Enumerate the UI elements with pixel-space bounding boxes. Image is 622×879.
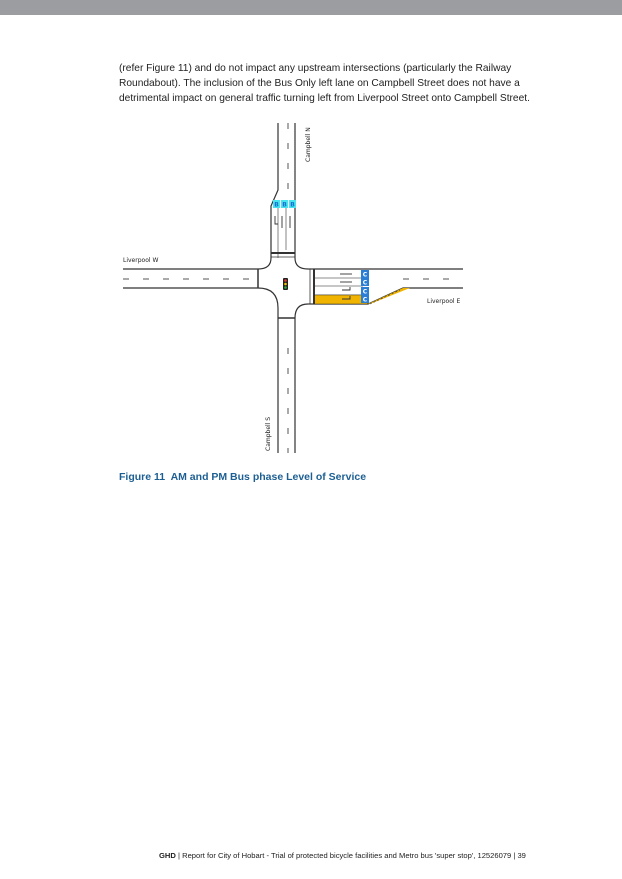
east-los-boxes: [361, 270, 369, 304]
paragraph-line: (refer Figure 11) and do not impact any upstream intersections (particularly the Railway: [119, 63, 512, 74]
header-bar: [0, 0, 622, 15]
figure-title: AM and PM Bus phase Level of Service: [170, 471, 367, 483]
los-label: B: [290, 201, 295, 209]
footer-text: | Report for City of Hobart - Trial of protected bicycle facilities and Metro bus 'super stop', 12526079 | 39: [178, 851, 526, 860]
los-label: B: [282, 201, 287, 209]
los-label: C: [362, 288, 368, 296]
figure-caption: [119, 471, 539, 483]
los-label: C: [362, 279, 368, 287]
los-label: B: [274, 201, 279, 209]
body-paragraph: [119, 61, 559, 107]
north-lane-arrows: [275, 216, 290, 228]
footer-brand: GHD: [159, 851, 176, 860]
los-label: C: [362, 271, 368, 279]
paragraph-line: detrimental impact on general traffic turning left from Liverpool Street onto Campbell Street.: [119, 93, 530, 105]
paragraph-line: Roundabout). The inclusion of the Bus Only left lane on Campbell Street does not have a: [119, 78, 520, 90]
page-footer: [159, 851, 579, 860]
road-label-liverpool-e: Liverpool E: [427, 298, 461, 305]
north-los-boxes: [273, 200, 296, 208]
road-label-campbell-s: Campbell S: [265, 416, 272, 451]
figure-number: Figure 11: [119, 471, 166, 483]
road-label-liverpool-w: Liverpool W: [123, 257, 159, 264]
road-label-campbell-n: Campbell N: [305, 127, 312, 162]
traffic-signal-icon: [283, 278, 288, 290]
intersection-diagram: [118, 118, 468, 458]
los-label: C: [362, 296, 368, 304]
